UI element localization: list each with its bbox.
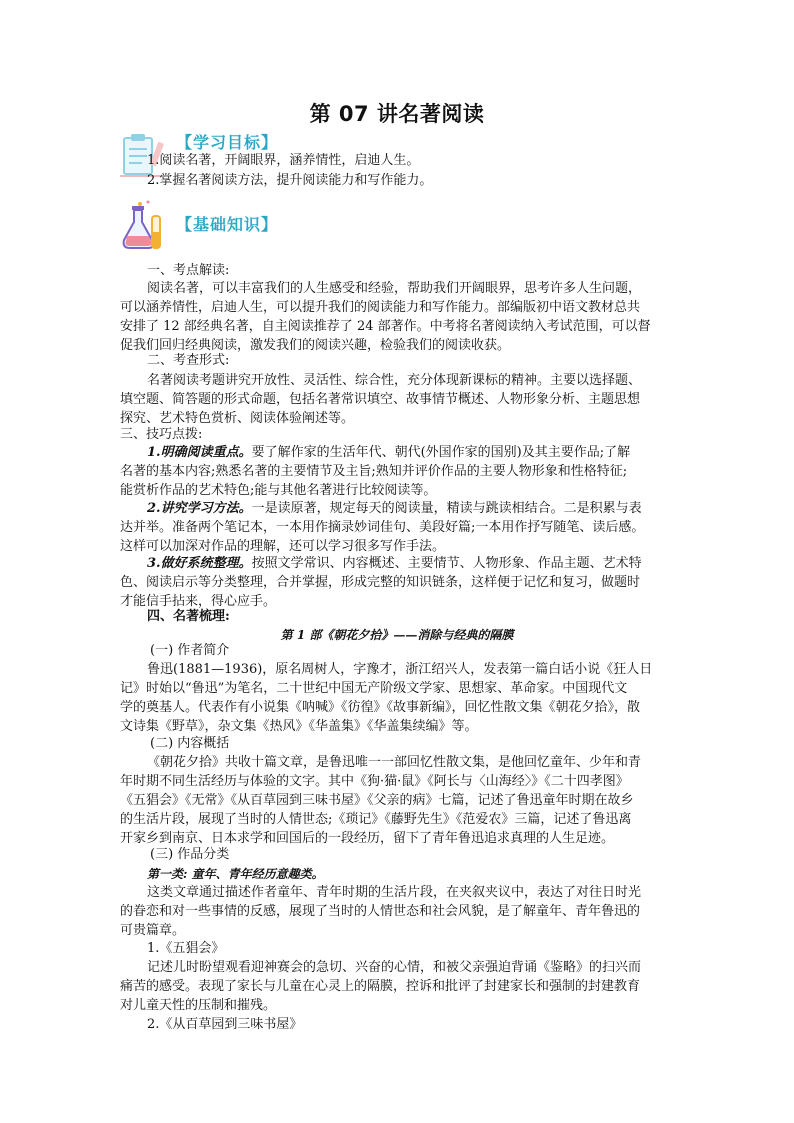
subsection-heading: (三) 作品分类 (150, 847, 230, 862)
paragraph-line: 文诗集《野草》，杂文集《热风》《华盖集》《华盖集续编》等。 (120, 719, 478, 734)
paragraph-line: 名著的基本内容;熟悉名著的主要情节及主旨;熟知并评价作品的主要人物形象和性格特征; (120, 464, 628, 479)
paragraph-line: 的眷恋和对一些事情的反感，展现了当时的人情世态和社会风貌，是了解童年、青年鲁迅的 (120, 904, 641, 919)
paragraph-line: 色、阅读启示等分类整理，合并掌握，形成完整的知识链条，这样便于记忆和复习，做题时 (120, 575, 641, 590)
paragraph-line: 《五猖会》《无常》《从百草园到三味书屋》《父亲的病》七篇，记述了鲁迅童年时期在故乡 (120, 793, 634, 808)
paragraph-line: 可贵篇章。 (120, 923, 186, 938)
goal-item: 1.阅读名著，开阔眼界，涵养情性，启迪人生。 (147, 153, 420, 168)
paragraph-line: 对儿童天性的压制和摧残。 (120, 998, 277, 1013)
goals-heading: 【学习目标】 (176, 133, 279, 152)
paragraph-line: 痛苦的感受。表现了家长与儿童在心灵上的隔膜，控诉和批评了封建家长和强制的封建教育 (120, 979, 641, 994)
tip-text: 一是读原著，规定每天的阅读量，精读与跳读相结合。二是积累与表 (251, 501, 642, 516)
paragraph-line: 开家乡到南京、日本求学和回国后的一段经历，留下了青年鲁迅追求真理的人生足迹。 (120, 831, 615, 846)
work-title: 1.《五猖会》 (147, 941, 225, 956)
paragraph-line: 阅读名著，可以丰富我们的人生感受和经验，帮助我们开阔眼界，思考许多人生问题， (147, 281, 642, 296)
part-title: 第 1 部《朝花夕拾》——消除与经典的隔膜 (280, 628, 514, 642)
paragraph-line: 探究、艺术特色赏析、阅读体验阐述等。 (120, 411, 355, 426)
paragraph-line: 名著阅读考题讲究开放性、灵活性、综合性，充分体现新课标的精神。主要以选择题、 (147, 373, 642, 388)
tip-1-line (147, 444, 630, 462)
paragraph-line: 可以涵养情性，启迪人生，可以提升我们的阅读能力和写作能力。部编版初中语文教材总共 (120, 300, 641, 315)
paragraph-line: 《朝花夕拾》共收十篇文章，是鲁迅唯一一部回忆性散文集，是他回忆童年、少年和青 (147, 755, 642, 770)
section-heading: 二、考查形式: (147, 353, 230, 368)
paragraph-line: 年时期不同生活经历与体验的文字。其中《狗·猫·鼠》《阿长与〈山海经〉》《二十四孝图》 (120, 774, 629, 789)
paragraph-line: 记述儿时盼望观看迎神赛会的急切、兴奋的心情，和被父亲强迫背诵《鉴略》的扫兴而 (147, 960, 642, 975)
tip-2-line (147, 500, 642, 518)
tip-3-line (147, 555, 642, 573)
paragraph-line: 学的奠基人。代表作有小说集《呐喊》《彷徨》《故事新编》，回忆性散文集《朝花夕拾》，散 (120, 700, 641, 715)
page-title: 第 07 讲名著阅读 (309, 102, 485, 126)
paragraph-line: 鲁迅(1881—1936)，原名周树人，字豫才，浙江绍兴人，发表第一篇白话小说《狂人日 (147, 662, 653, 677)
paragraph-line: 这类文章通过描述作者童年、青年时期的生活片段，在夹叙夹议中，表达了对往日时光 (147, 885, 642, 900)
tip-label: 1.明确阅读重点。 (147, 445, 252, 460)
goal-item: 2.掌握名著阅读方法，提升阅读能力和写作能力。 (147, 173, 433, 188)
subsection-heading: (一) 作者简介 (150, 643, 230, 658)
paragraph-line: 达并举。准备两个笔记本，一本用作摘录妙词佳句、美段好篇;一本用作抒写随笔、读后感。 (120, 520, 645, 535)
paragraph-line: 能赏析作品的艺术特色;能与其他名著进行比较阅读等。 (120, 483, 437, 498)
subsection-heading: (二) 内容概括 (150, 736, 230, 751)
basics-heading: 【基础知识】 (176, 215, 279, 234)
flask-icon (118, 200, 174, 258)
paragraph-line: 安排了 12 部经典名著，自主阅读推荐了 24 部著作。中考将名著阅读纳入考试范围，可以督 (120, 319, 651, 334)
tip-label: 3.做好系统整理。 (147, 556, 252, 571)
section-heading: 三、技巧点拨: (120, 427, 203, 442)
paragraph-line: 这样可以加深对作品的理解，还可以学习很多写作手法。 (120, 539, 446, 554)
tip-label: 2.讲究学习方法。 (147, 501, 252, 516)
paragraph-line: 的生活片段，展现了当时的人情世态;《琐记》《藤野先生》《范爱农》三篇，记述了鲁迅离 (120, 812, 632, 827)
paragraph-line: 填空题、简答题的形式命题，包括名著常识填空、故事情节概述、人物形象分析、主题思想 (120, 392, 641, 407)
tip-text: 按照文学常识、内容概述、主要情节、人物形象、作品主题、艺术特 (251, 556, 642, 571)
paragraph-line: 才能信手拈来，得心应手。 (120, 594, 277, 609)
work-title: 2.《从百草园到三味书屋》 (147, 1017, 303, 1032)
category-label: 第一类: 童年、青年经历意趣类。 (147, 867, 324, 881)
paragraph-line: 促我们回归经典阅读，激发我们的阅读兴趣，检验我们的阅读收获。 (120, 338, 511, 353)
tip-text: 要了解作家的生活年代、朝代(外国作家的国别)及其主要作品;了解 (251, 445, 631, 460)
section-heading: 一、考点解读: (147, 263, 230, 278)
section-heading: 四、名著梳理: (147, 609, 230, 624)
paragraph-line: 记》时始以“鲁迅”为笔名，二十世纪中国无产阶级文学家、思想家、革命家。中国现代文 (120, 681, 628, 696)
